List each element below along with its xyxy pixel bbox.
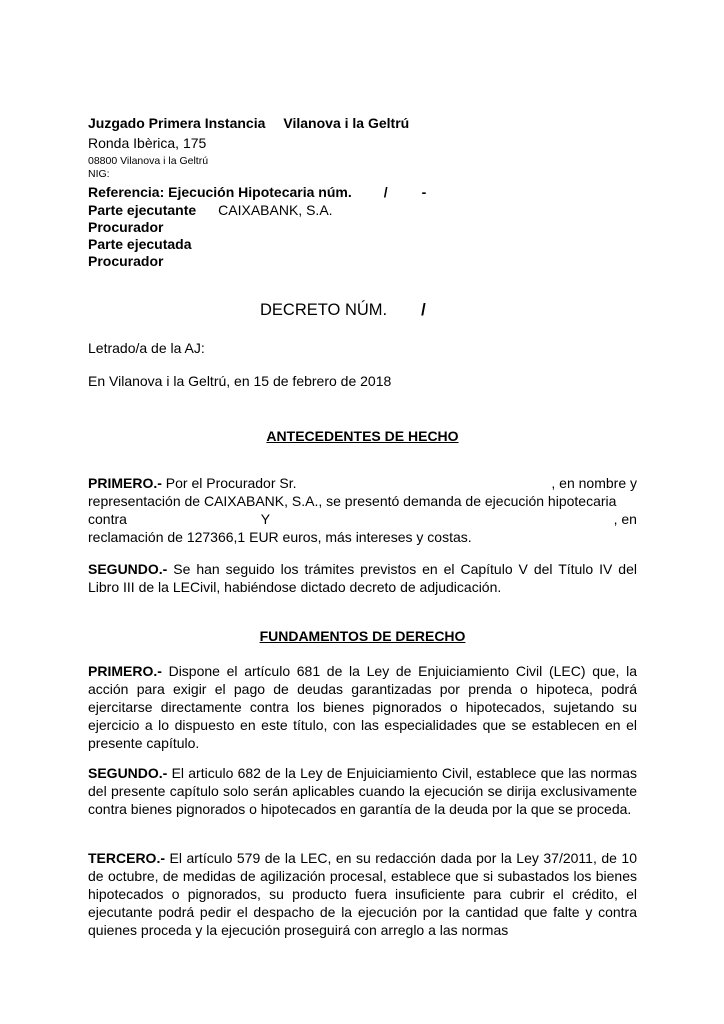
antecedentes-primero [88,474,637,546]
court-name: Juzgado Primera Instancia [88,115,266,131]
paragraph-label: TERCERO.- [88,850,165,866]
party-procurador-2: Procurador [88,253,164,269]
reference-label: Referencia: Ejecución Hipotecaria núm. [88,184,352,200]
paragraph-label: SEGUNDO.- [88,765,168,781]
reference-sep-1: / [383,184,388,200]
paragraph-label: PRIMERO.- [88,475,162,491]
court-city: Vilanova i la Geltrú [283,115,410,131]
nig-label: NIG: [88,168,110,180]
fundamentos-tercero: TERCERO.- El artículo 579 de la LEC, en su redacción dada por la Ley 37/2011, de 10 de octubre, de medidas de agilización procesal, establece que si subastados los bienes hipotecados o pignorados, su producto fuera insuficiente para cubrir el crédito, el ejecutante podrá pedir el despacho de la ejecución por la cantidad que falte y contra quienes proceda y la ejecución proseguirá con arreglo a las normas [88,850,637,938]
decree-title-label: DECRETO NÚM. [260,301,388,319]
paragraph-label: SEGUNDO.- [88,561,168,577]
reference-line [88,184,426,200]
party-label: Parte ejecutante [88,202,197,218]
decree-title-sep: / [421,301,426,319]
fundamentos-primero: PRIMERO.- Dispone el artículo 681 de la Ley de Enjuiciamiento Civil (LEC) que, la acción para exigir el pago de deudas garantizadas por prenda o hipoteca, podrá ejercitarse directamente contra los bienes pignorados o hipotecados, sujetando su ejercicio a lo dispuesto en este título, con las especialidades que se establecen en el presente capítulo. [88,663,638,751]
text-line: reclamación de 127366,1 EUR euros, más intereses y costas. [88,529,472,545]
fundamentos-segundo: SEGUNDO.- El articulo 682 de la Ley de Enjuiciamiento Civil, establece que las normas del presente capítulo solo serán aplicables cuando la ejecución se dirija exclusivamente contra bienes pignorados o hipotecados en garantía de la deuda por la que se proceda. [88,765,638,817]
party-value: CAIXABANK, S.A. [218,202,333,218]
text-line: PRIMERO.- Por el Procurador Sr. , en nombre y [88,475,637,491]
reference-sep-2: - [421,184,427,200]
court-line [88,115,409,131]
paragraph-label: PRIMERO.- [88,663,162,679]
place-date: En Vilanova i la Geltrú, en 15 de febrero de 2018 [88,373,392,389]
antecedentes-segundo: SEGUNDO.- Se han seguido los trámites previstos en el Capítulo V del Título IV del Libro III de la LECivil, habiéndose dictado decreto de adjudicación. [88,561,637,595]
text-line: representación de CAIXABANK, S.A., se presentó demanda de ejecución hipotecaria [88,493,617,509]
lawyer-line: Letrado/a de la AJ: [88,340,205,356]
text-line: contra Y , en [88,511,637,527]
antecedentes-heading: ANTECEDENTES DE HECHO [266,428,459,444]
party-executed: Parte ejecutada [88,236,192,252]
fundamentos-heading: FUNDAMENTOS DE DERECHO [259,628,466,644]
court-address: Ronda Ibèrica, 175 [88,135,207,151]
court-postal: 08800 Vilanova i la Geltrú [88,155,209,167]
party-executor [88,202,333,218]
party-procurador-1: Procurador [88,219,164,235]
decree-title [260,301,426,320]
